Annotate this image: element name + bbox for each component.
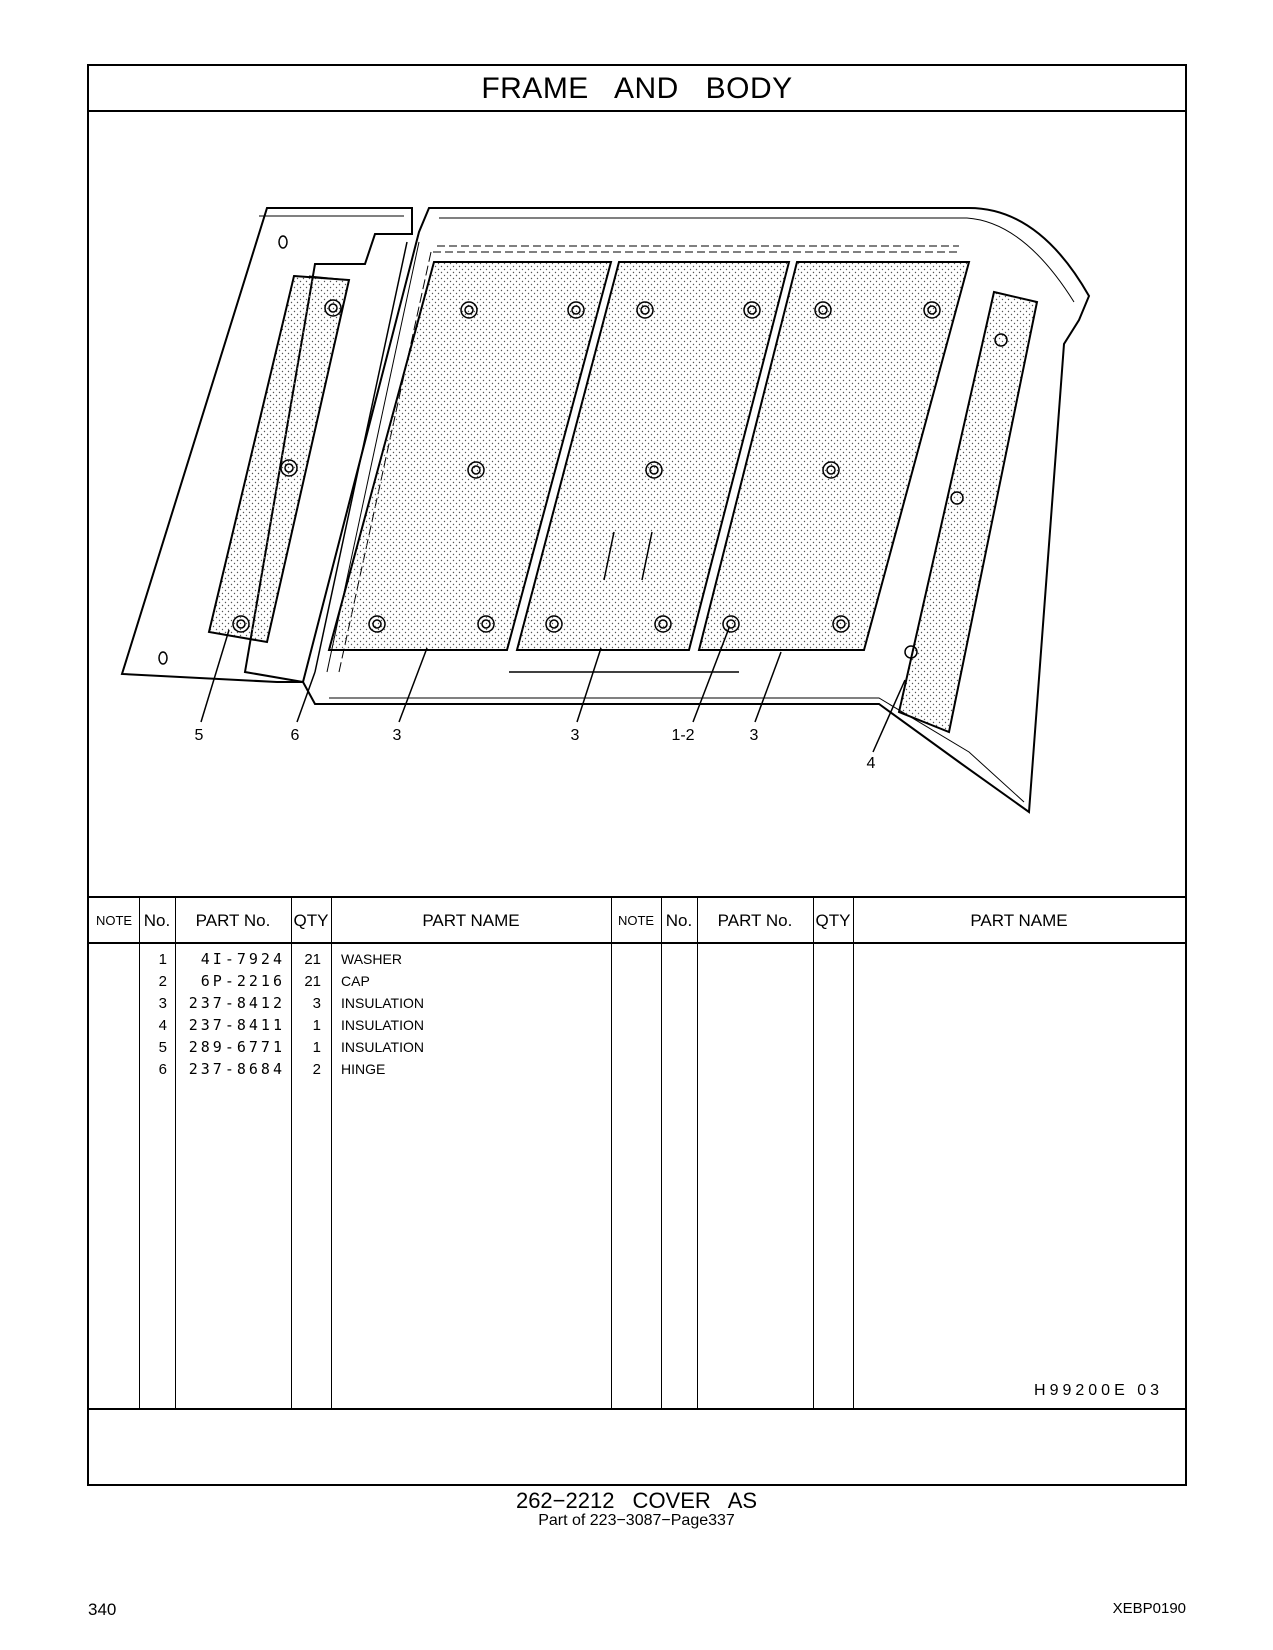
parts-table xyxy=(89,896,1185,1410)
callout-3a: 3 xyxy=(392,727,402,744)
quantity: 2 xyxy=(312,1061,321,1078)
part-number: 4I-7924 xyxy=(200,950,285,968)
assembly-title: 262−2212 COVER AS xyxy=(515,1488,758,1513)
header-qty-right: QTY xyxy=(815,911,851,930)
quantity: 1 xyxy=(312,1039,321,1056)
quantity: 21 xyxy=(304,973,321,990)
cover-assembly-drawing xyxy=(89,112,1185,896)
part-number: 6P-2216 xyxy=(200,972,285,990)
callout-3b: 3 xyxy=(570,727,580,744)
item-number: 5 xyxy=(158,1039,167,1056)
part-name: INSULATION xyxy=(341,1039,424,1055)
divider xyxy=(697,898,698,1408)
callout-3c: 3 xyxy=(749,727,759,744)
header-partno-right: PART No. xyxy=(717,911,793,930)
header-partname-left: PART NAME xyxy=(422,911,520,930)
page-title: FRAME AND BODY xyxy=(89,66,1185,112)
divider xyxy=(661,898,662,1408)
callout-4: 4 xyxy=(866,755,876,772)
page-frame xyxy=(87,64,1187,1486)
header-qty-left: QTY xyxy=(293,911,329,930)
divider xyxy=(813,898,814,1408)
part-number: 237-8411 xyxy=(188,1016,285,1034)
callout-6: 6 xyxy=(290,727,300,744)
header-no-left: No. xyxy=(143,911,171,930)
quantity: 3 xyxy=(312,995,321,1012)
part-name: WASHER xyxy=(341,951,402,967)
quantity: 1 xyxy=(312,1017,321,1034)
table-header xyxy=(89,898,1185,944)
divider xyxy=(331,898,332,1408)
divider xyxy=(853,898,854,1408)
item-number: 2 xyxy=(158,973,167,990)
header-partname-right: PART NAME xyxy=(970,911,1068,930)
drawing-code: H99200E 03 xyxy=(1034,1382,1163,1399)
header-note-left: NOTE xyxy=(95,913,133,928)
item-number: 6 xyxy=(158,1061,167,1078)
part-number: 237-8412 xyxy=(188,994,285,1012)
assembly-reference: Part of 223−3087−Page337 xyxy=(538,1512,735,1529)
part-number: 289-6771 xyxy=(188,1038,285,1056)
page-number: 340 xyxy=(88,1600,117,1619)
part-name: INSULATION xyxy=(341,1017,424,1033)
quantity: 21 xyxy=(304,951,321,968)
part-name: INSULATION xyxy=(341,995,424,1011)
item-number: 1 xyxy=(158,951,167,968)
part-name: HINGE xyxy=(341,1061,386,1077)
callout-5: 5 xyxy=(194,727,204,744)
header-note-right: NOTE xyxy=(617,913,655,928)
document-id: XEBP0190 xyxy=(1112,1600,1186,1617)
item-number: 3 xyxy=(158,995,167,1012)
parts-illustration xyxy=(89,112,1185,896)
divider xyxy=(611,898,612,1408)
header-no-right: No. xyxy=(665,911,693,930)
part-name: CAP xyxy=(341,973,370,989)
header-partno-left: PART No. xyxy=(195,911,271,930)
item-number: 4 xyxy=(158,1017,167,1034)
callout-1-2: 1-2 xyxy=(671,727,695,744)
part-number: 237-8684 xyxy=(188,1060,285,1078)
